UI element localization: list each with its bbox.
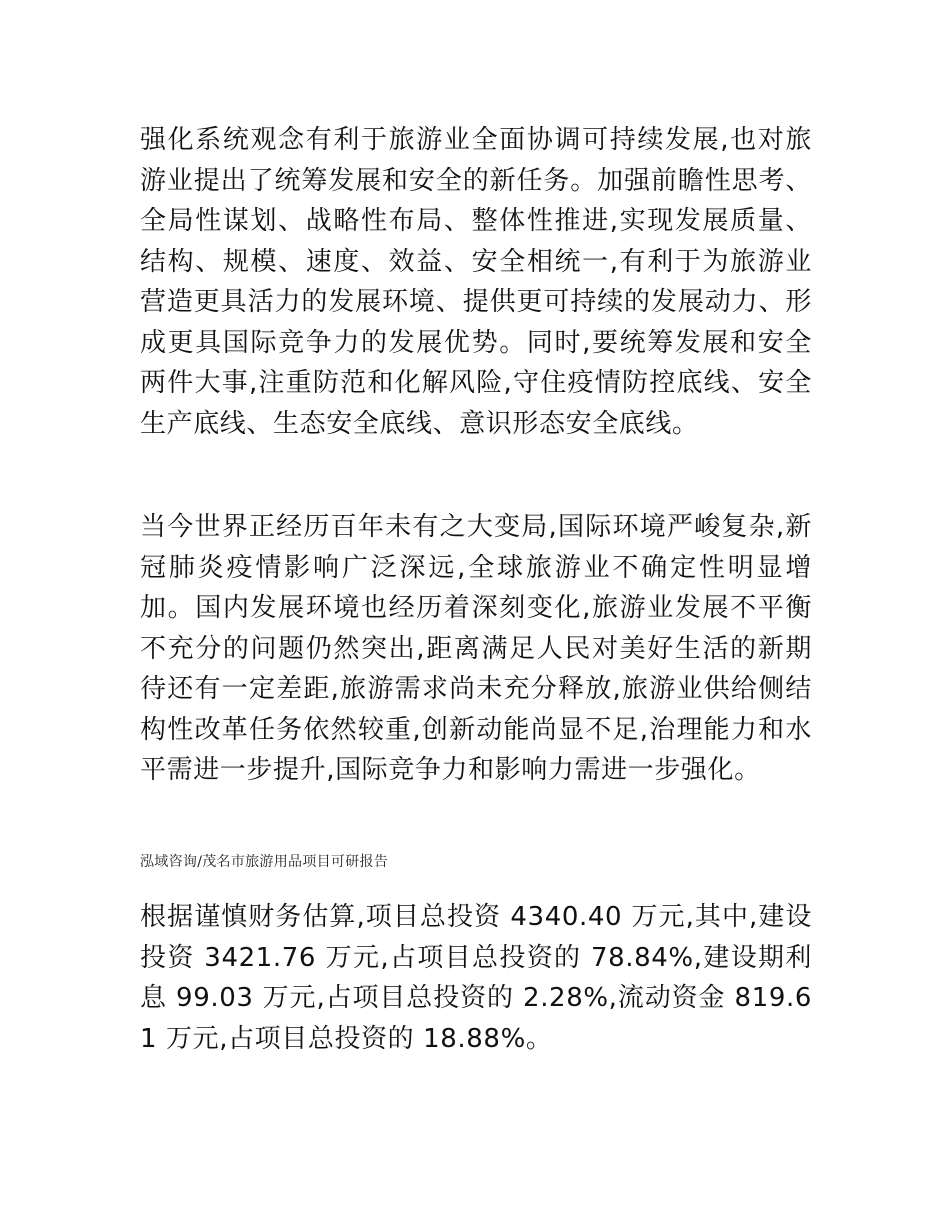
paragraph-system-concept: 强化系统观念有利于旅游业全面协调可持续发展,也对旅游业提出了统筹发展和安全的新任务。加强前瞻性思考、全局性谋划、战略性布局、整体性推进,实现发展质量、结构、规模、速度、效益、安全相统一,有利于为旅游业营造更具活力的发展环境、提供更可持续的发展动力、形成更具国际竞争力的发展优势。同时,要统筹发展和安全两件大事,注重防范和化解风险,守住疫情防控底线、安全生产底线、生态安全底线、意识形态安全底线。 bbox=[140, 125, 812, 439]
paragraph-investment-estimate: 根据谨慎财务估算,项目总投资 4340.40 万元,其中,建设投资 3421.76 万元,占项目总投资的 78.84%,建设期利息 99.03 万元,占项目总投资的 2.28%,流动资金 819.61 万元,占项目总投资的 18.88%。 bbox=[140, 902, 812, 1054]
paragraph-world-situation: 当今世界正经历百年未有之大变局,国际环境严峻复杂,新冠肺炎疫情影响广泛深远,全球旅游业不确定性明显增加。国内发展环境也经历着深刻变化,旅游业发展不平衡不充分的问题仍然突出,距离满足人民对美好生活的新期待还有一定差距,旅游需求尚未充分释放,旅游业供给侧结构性改革任务依然较重,创新动能尚显不足,治理能力和水平需进一步提升,国际竞争力和影响力需进一步强化。 bbox=[140, 512, 812, 785]
report-source-note: 泓域咨询/茂名市旅游用品项目可研报告 bbox=[140, 854, 389, 870]
